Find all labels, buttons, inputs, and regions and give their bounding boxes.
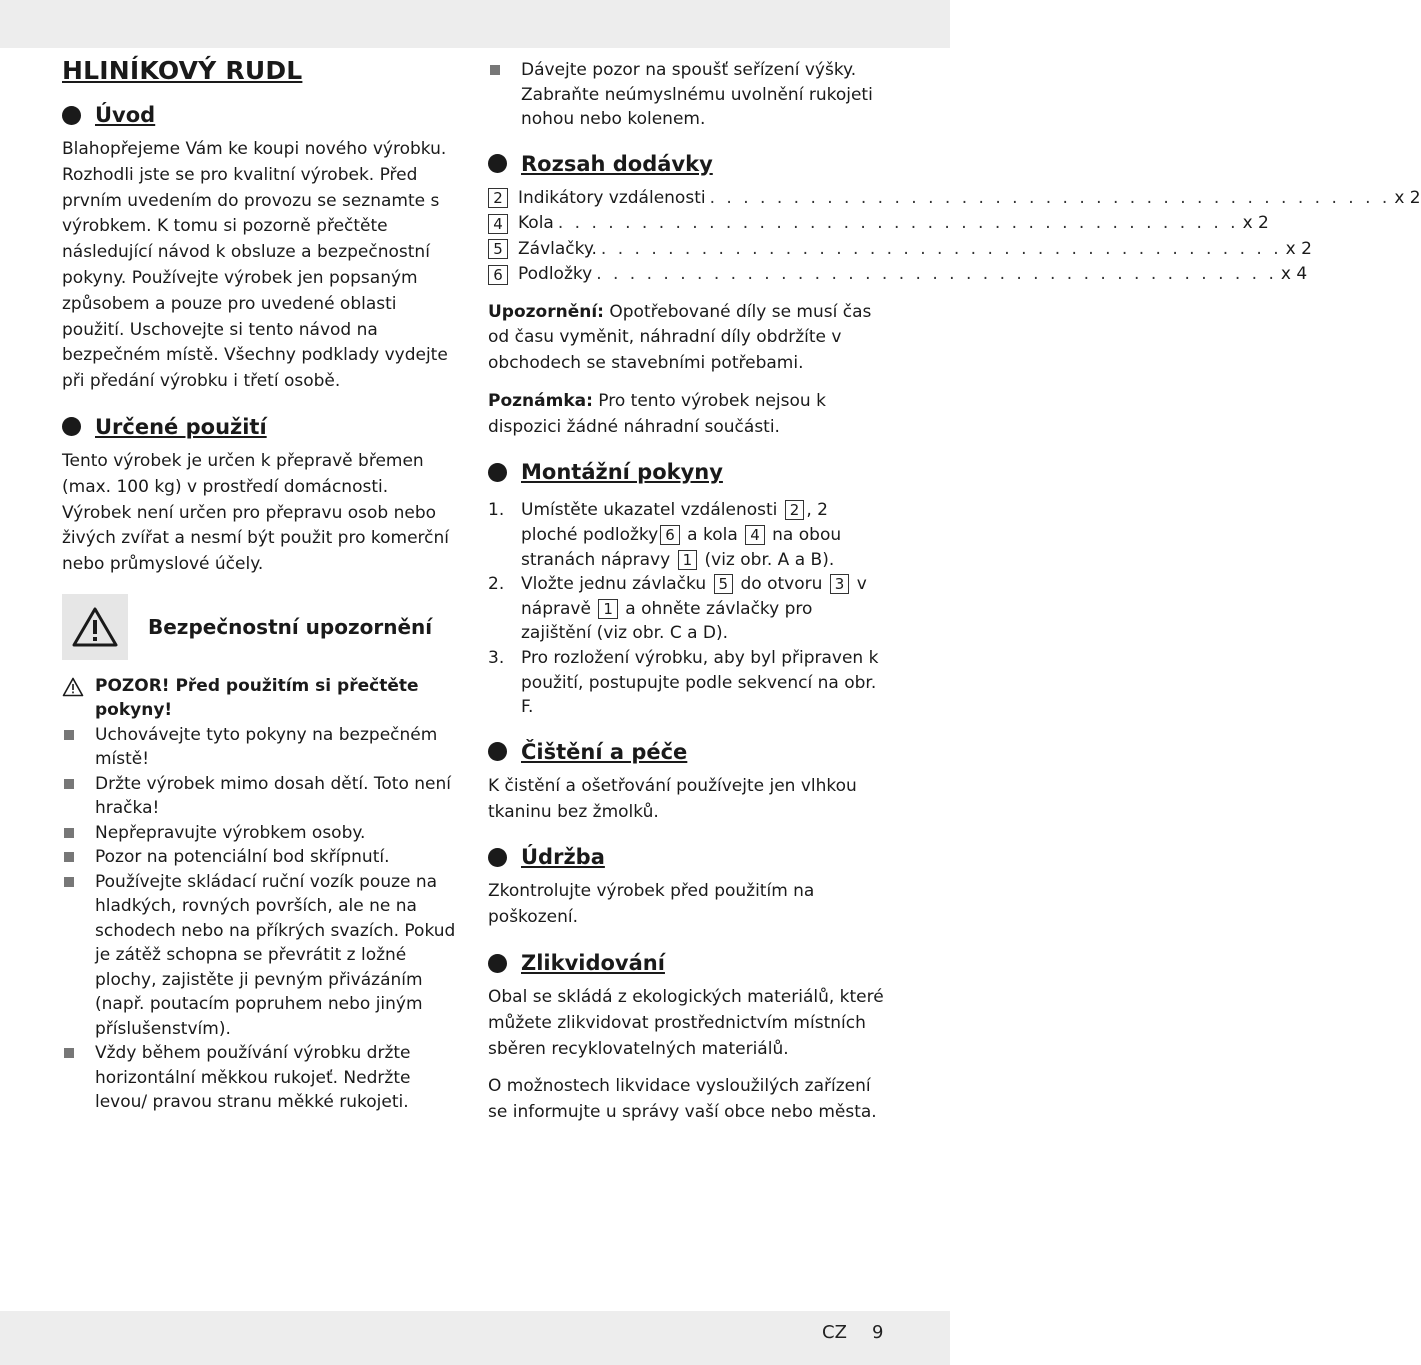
part-quantity: x 4 <box>1280 264 1308 284</box>
notice-text: Opotřebované díly se musí čas od času vyměnit, náhradní díly obdržíte v obchodech se stavebními potřebami. <box>488 301 872 374</box>
maintenance-paragraph: Zkontrolujte výrobek před použitím na poškození. <box>488 881 815 928</box>
part-ref: 1 <box>678 550 698 570</box>
notice-label: Upozornění: <box>488 301 604 322</box>
heading-text: Čištění a péče <box>521 739 688 764</box>
square-bullet-icon <box>490 65 500 75</box>
step-item: 2. Vložte jednu závlačku 5 do otvoru 3 v nápravě 1 a ohněte závlačky pro zajištění (viz obr. C a D). <box>488 572 888 646</box>
section-heading-intended-use <box>62 415 457 439</box>
section-heading-disposal <box>488 951 888 975</box>
page-title: HLINÍKOVÝ RUDL <box>62 56 303 85</box>
list-item: Vždy během používání výrobku držte horizontální měkkou rukojeť. Nedržte levou/ pravou stranu měkké rukojeti. <box>62 1041 457 1115</box>
part-ref: 6 <box>660 525 680 545</box>
square-bullet-icon <box>64 852 74 862</box>
leader-dots: . . . . . . . . . . . . . . . . . . . . . . . . . . . . . . . . . . . . . . . . . <box>709 187 1391 208</box>
part-name: Podložky <box>518 264 593 284</box>
left-column <box>62 56 457 1115</box>
top-band <box>0 0 950 48</box>
step-text: Umístěte ukazatel vzdálenosti 2 , 2 ploché podložky 6 a kola 4 na obou stranách nápravy 1 (viz obr. A a B). <box>521 500 842 570</box>
disposal-paragraph-2: O možnostech likvidace vysloužilých zařízení se informujte u správy vaší obce nebo města. <box>488 1076 877 1123</box>
square-bullet-icon <box>64 828 74 838</box>
part-ref: 2 <box>785 500 805 520</box>
bottom-band <box>0 1311 950 1365</box>
remark-text: Pro tento výrobek nejsou k dispozici žádné náhradní součásti. <box>488 390 826 437</box>
section-heading-assembly <box>488 460 888 484</box>
leader-dots: . . . . . . . . . . . . . . . . . . . . . . . . . . . . . . . . . . . . . . . . . <box>600 238 1282 259</box>
warning-triangle-icon <box>62 594 128 660</box>
leader-dots: . . . . . . . . . . . . . . . . . . . . . . . . . . . . . . . . . . . . . . . . . <box>596 264 1277 284</box>
part-number: 2 <box>488 188 508 208</box>
safety-heading <box>62 594 457 660</box>
heading-text: Údržba <box>521 845 605 870</box>
heading-text: Úvod <box>95 103 156 127</box>
intended-use-paragraph: Tento výrobek je určen k přepravě břemen (max. 100 kg) v prostředí domácnosti. Výrobek není určen pro přepravu osob nebo živých zvířat a nesmí být použit pro komerční nebo průmyslové účely. <box>62 450 450 575</box>
step-item: 3. Pro rozložení výrobku, aby byl připraven k použití, postupujte podle sekvencí na obr. F. <box>488 646 888 720</box>
list-item: Držte výrobek mimo dosah dětí. Toto není hračka! <box>62 772 457 821</box>
square-bullet-icon <box>64 730 74 740</box>
section-heading-cleaning <box>488 740 888 764</box>
bullet-dot-icon <box>488 154 507 173</box>
bullet-dot-icon <box>62 106 81 125</box>
square-bullet-icon <box>64 877 74 887</box>
square-bullet-icon <box>64 779 74 789</box>
part-name: Kola <box>518 213 554 233</box>
list-item: Nepřepravujte výrobkem osoby. <box>62 821 457 846</box>
section-heading-maintenance <box>488 845 888 869</box>
safety-list <box>62 723 457 1115</box>
warning-text: POZOR! Před použitím si přečtěte pokyny! <box>95 675 419 721</box>
scope-row <box>488 237 1312 263</box>
part-quantity: x 2 <box>1242 213 1269 233</box>
part-ref: 1 <box>598 599 618 619</box>
notice-paragraph <box>488 300 888 377</box>
part-quantity: x 2 <box>1285 238 1312 259</box>
part-number: 6 <box>488 265 508 285</box>
remark-label: Poznámka: <box>488 390 593 411</box>
square-bullet-icon <box>64 1048 74 1058</box>
heading-text: Určené použití <box>95 414 267 439</box>
scope-row <box>488 211 1269 237</box>
scope-row <box>488 262 1308 288</box>
part-ref: 4 <box>745 525 765 545</box>
bullet-dot-icon <box>62 417 81 436</box>
heading-text: Montážní pokyny <box>521 460 723 485</box>
remark-paragraph <box>488 389 888 441</box>
safety-heading-text: Bezpečnostní upozornění <box>148 614 433 639</box>
footer-language: CZ <box>822 1322 847 1343</box>
part-number: 5 <box>488 239 508 259</box>
list-item: Používejte skládací ruční vozík pouze na hladkých, rovných površích, ale ne na schodech nebo na příkrých svazích. Pokud je zátěž schopna se převrátit z ložné plochy, zajistěte ji pevným přivázáním (např. poutacím popruhem nebo jiným příslušenstvím). <box>62 870 457 1042</box>
heading-text: Rozsah dodávky <box>521 151 713 176</box>
right-column <box>488 58 1421 1126</box>
list-item: Uchovávejte tyto pokyny na bezpečném místě! <box>62 723 457 772</box>
heading-text: Zlikvidování <box>521 951 665 976</box>
part-name: Indikátory vzdálenosti <box>518 187 706 208</box>
bullet-dot-icon <box>488 463 507 482</box>
part-ref: 3 <box>830 574 850 594</box>
list-item: Pozor na potenciální bod skřípnutí. <box>62 845 457 870</box>
step-item: 1. Umístěte ukazatel vzdálenosti 2 , 2 ploché podložky 6 a kola 4 na obou stranách nápravy 1 (viz obr. A a B). <box>488 498 888 572</box>
section-heading-intro <box>62 103 457 127</box>
part-ref: 5 <box>714 574 734 594</box>
continued-safety-list <box>488 58 888 132</box>
part-name: Závlačky. <box>518 238 597 259</box>
step-text: Vložte jednu závlačku 5 do otvoru 3 v nápravě 1 a ohněte závlačky pro zajištění (viz obr. C a D). <box>521 574 867 644</box>
scope-row <box>488 186 1421 212</box>
bullet-dot-icon <box>488 954 507 973</box>
section-heading-scope <box>488 152 888 176</box>
bullet-dot-icon <box>488 742 507 761</box>
part-number: 4 <box>488 214 508 234</box>
warning-line <box>62 674 457 723</box>
assembly-steps <box>488 498 888 719</box>
scope-list <box>488 186 1421 288</box>
page-number: 9 <box>872 1322 884 1343</box>
leader-dots: . . . . . . . . . . . . . . . . . . . . . . . . . . . . . . . . . . . . . . . . . <box>557 213 1239 233</box>
list-item: Dávejte pozor na spoušť seřízení výšky. Zabraňte neúmyslnému uvolnění rukojeti nohou nebo kolenem. <box>488 58 888 132</box>
small-warning-triangle-icon <box>62 674 95 723</box>
part-quantity: x 2 <box>1394 187 1421 208</box>
disposal-paragraph-1: Obal se skládá z ekologických materiálů, které můžete zlikvidovat prostřednictvím místních sběren recyklovatelných materiálů. <box>488 987 884 1059</box>
bullet-dot-icon <box>488 848 507 867</box>
intro-paragraph: Blahopřejeme Vám ke koupi nového výrobku. Rozhodli jste se pro kvalitní výrobek. Před prvním uvedením do provozu se seznamte s výrobkem. K tomu si pozorně přečtěte následující návod k obsluze a bezpečnostní pokyny. Používejte výrobek jen popsaným způsobem a pouze pro uvedené oblasti použití. Uschovejte si tento návod na bezpečném místě. Všechny podklady vydejte při předání výrobku i třetí osobě. <box>62 139 448 392</box>
step-text: Pro rozložení výrobku, aby byl připraven k použití, postupujte podle sekvencí na obr. F. <box>521 648 879 718</box>
cleaning-paragraph: K čistění a ošetřování používejte jen vlhkou tkaninu bez žmolků. <box>488 775 857 822</box>
